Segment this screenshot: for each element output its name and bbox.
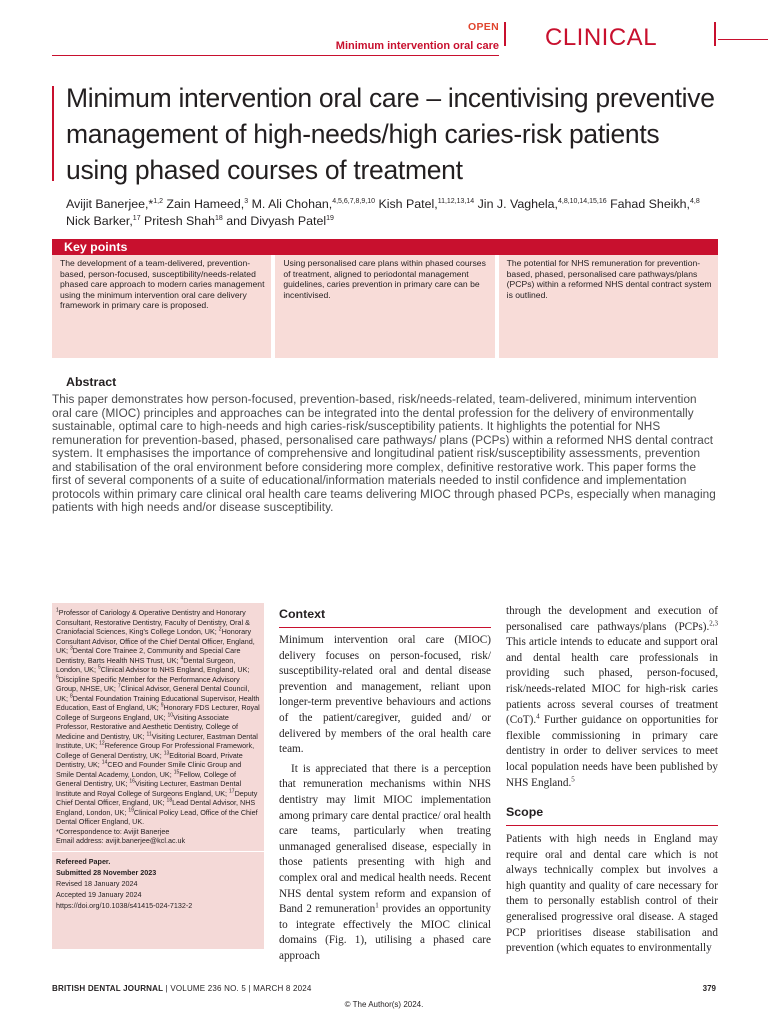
accepted-date: Accepted 19 January 2024 bbox=[56, 889, 142, 899]
doi-link[interactable]: https://doi.org/10.1038/s41415-024-7132-2 bbox=[56, 900, 193, 910]
header-rule bbox=[718, 39, 768, 40]
email: Email address: avijit.banerjee@kcl.ac.uk bbox=[56, 836, 186, 845]
running-title: Minimum intervention oral care bbox=[335, 40, 499, 52]
key-points-box bbox=[52, 239, 718, 358]
refereed-label: Refereed Paper. bbox=[56, 856, 111, 866]
header-rule bbox=[52, 55, 499, 56]
context-paragraph-1: Minimum intervention oral care (MIOC) delivery focuses on person-focused, risk/ susceptibility-related oral and dental disease prevention and management, reliant upon longer-term preventive behaviours and actions of the patient/caregiver, guided and/ or delivered by members of the oral health care team. bbox=[279, 634, 491, 756]
key-points-heading: Key points bbox=[52, 239, 718, 255]
context-continued: through the development and execution of personalised care pathways/plans (PCPs).$^{2,3}$ This article intends to educate and support oral and dental health care professionals in providing such phased, person-focused, risk/needs-related MIOC for high-risk caries patients across several courses of treatment (CoT).$^4$ Further guidance on opportunities for flexible commissioning in primary care dentistry in order to deliver services to meet local population needs have been published by NHS England.$^5$ bbox=[506, 605, 718, 789]
revised-date: Revised 18 January 2024 bbox=[56, 878, 138, 888]
page-number: 379 bbox=[702, 984, 716, 993]
footer-journal: BRITISH DENTAL JOURNAL | VOLUME 236 NO. 5 | MARCH 8 2024 bbox=[52, 984, 312, 993]
header-divider bbox=[714, 22, 716, 46]
scope-heading: Scope bbox=[506, 805, 544, 819]
correspondence: *Correspondence to: Avijit Banerjee bbox=[56, 826, 170, 836]
context-column bbox=[279, 633, 491, 964]
abstract-heading: Abstract bbox=[66, 375, 117, 389]
affiliations-box bbox=[52, 603, 264, 949]
key-point: The potential for NHS remuneration for prevention-based, phased, personalised care pathways/plans (PCPs) within a reformed NHS dental contract system is outlined. bbox=[495, 255, 718, 358]
abstract-text: This paper demonstrates how person-focused, prevention-based, risk/needs-related, team-delivered, minimum intervention oral care (MIOC) principles and approaches can be integrated into the dental profession for the delivery of environmentally sustainable, optimal care to high-needs and high caries-risk/susceptibility patients. It highlights the potential for NHS remuneration for prevention-based, phased, personalised care pathways/ plans (PCPs) within a reformed NHS dental contract system. It emphasises the importance of comprehensive and longitudinal patient risk/susceptibility assessments, prevention and stabilisation of the oral environment before considering more complex, definitive restorative work. This paper forms the first of several components of a suite of educational/information materials needed to instil confidence and implementation protocols within primary care clinical oral health care teams delivering MIOC through phased PCPs, especially when managing patients with high needs and/or disease susceptibility. bbox=[52, 393, 716, 514]
open-access-label: OPEN bbox=[468, 21, 499, 33]
scope-paragraph: Patients with high needs in England may require oral and dental care which is not always technically complex but involves a high quantity and quality of care necessary for them to personally establish control of their generalised progressive oral disease. A staged PCP prioritises disease stabilisation and prevention (which equates to environmentally bbox=[506, 833, 718, 955]
header-divider bbox=[504, 22, 506, 46]
submitted-date: Submitted 28 November 2023 bbox=[56, 867, 157, 877]
context-heading: Context bbox=[279, 607, 326, 621]
title-accent-bar bbox=[52, 86, 54, 181]
context-paragraph-2: It is appreciated that there is a perception that remuneration mechanisms within NHS dentistry may limit MIOC implementation among primary care dental practice/ oral health care teams, particularly when treating unmanaged generalised disease, especially in those patients presenting with high and complex oral and medical health needs. Recent NHS dental system reform and expansion of Band 2 remuneration$^1$ provides an opportunity to integrate effectively the MIOC clinical domains (Fig. 1), utilising a phased care approach bbox=[279, 762, 491, 962]
section-rule bbox=[506, 825, 718, 826]
key-point: Using personalised care plans within phased courses of treatment, aligned to periodontal management guidelines, caries prevention in primary care can be incentivised. bbox=[271, 255, 494, 358]
author-list: Avijit Banerjee,*$^{1,2}$ Zain Hameed,$^3$ M. Ali Chohan,$^{4,5,6,7,8,9,10}$ Kish Patel,$^{11,12,13,14}$ Jin J. Vaghela,$^{4,8,10,14,15,16}$ Fahad Sheikh,$^{4,8}$ Nick Barker,$^{17}$ Pritesh Shah$^{18}$ and Divyash Patel$^{19}$ bbox=[66, 197, 700, 228]
section-label: CLINICAL bbox=[545, 24, 658, 51]
affiliations: $^1$Professor of Cariology & Operative Dentistry and Honorary Consultant, Restorative Dentistry, Faculty of Dentistry, Oral & Craniofacial Sciences, King's College London, UK; $^2$Honorary Consultant Advisor, Office of the Chief Dental Officer, England, UK; $^3$Dental Core Trainee 2, Community and Special Care Dentistry, Barts Health NHS Trust, UK; $^4$Dental Surgeon, London, UK; $^5$Clinical Advisor to NHS England, England, UK; $^6$Discipline Specific Member for the Performance Advisory Group, NHSE, UK; $^7$Clinical Advisor, General Dental Council, UK; $^8$Dental Foundation Training Educational Supervisor, Health Education, East of England, UK; $^9$Honorary FDS Lecturer, Royal College of Surgeons England, UK; $^{10}$Visiting Associate Professor, Restorative and Aesthetic Dentistry, College of Medicine and Dentistry, UK; $^{11}$Visiting Lecturer, Eastman Dental Institute, UK; $^{12}$Reference Group For Professional Framework, College of General Dentistry, UK; $^{13}$Editorial Board, Private Dentistry, UK; $^{14}$CEO and Founder Smile Clinic Group and Smile Dental Academy, London, UK; $^{15}$Fellow, College of General Dentistry, UK; $^{16}$Visiting Lecturer, Eastman Dental Institute and Royal College of Surgeons England, UK; $^{17}$Deputy Chief Dental Officer, England, UK; $^{18}$Lead Dental Advisor, NHS England, London, UK; $^{19}$Clinical Policy Lead, Office of the Chief Dental Officer England, UK. *Correspondence to: Avijit Banerjee Email address: avijit.banerjee@kcl.ac.uk bbox=[56, 607, 260, 845]
section-rule bbox=[279, 627, 491, 628]
article-title: Minimum intervention oral care – incentivising preventive management of high-needs/high caries-risk patients using phased courses of treatment bbox=[66, 83, 715, 185]
key-point: The development of a team-delivered, prevention-based, person-focused, susceptibility/needs-related phased care approach to modern caries management using the minimum intervention oral care delivery framework in primary care is proposed. bbox=[60, 258, 265, 311]
copyright: © The Author(s) 2024. bbox=[344, 1000, 424, 1009]
